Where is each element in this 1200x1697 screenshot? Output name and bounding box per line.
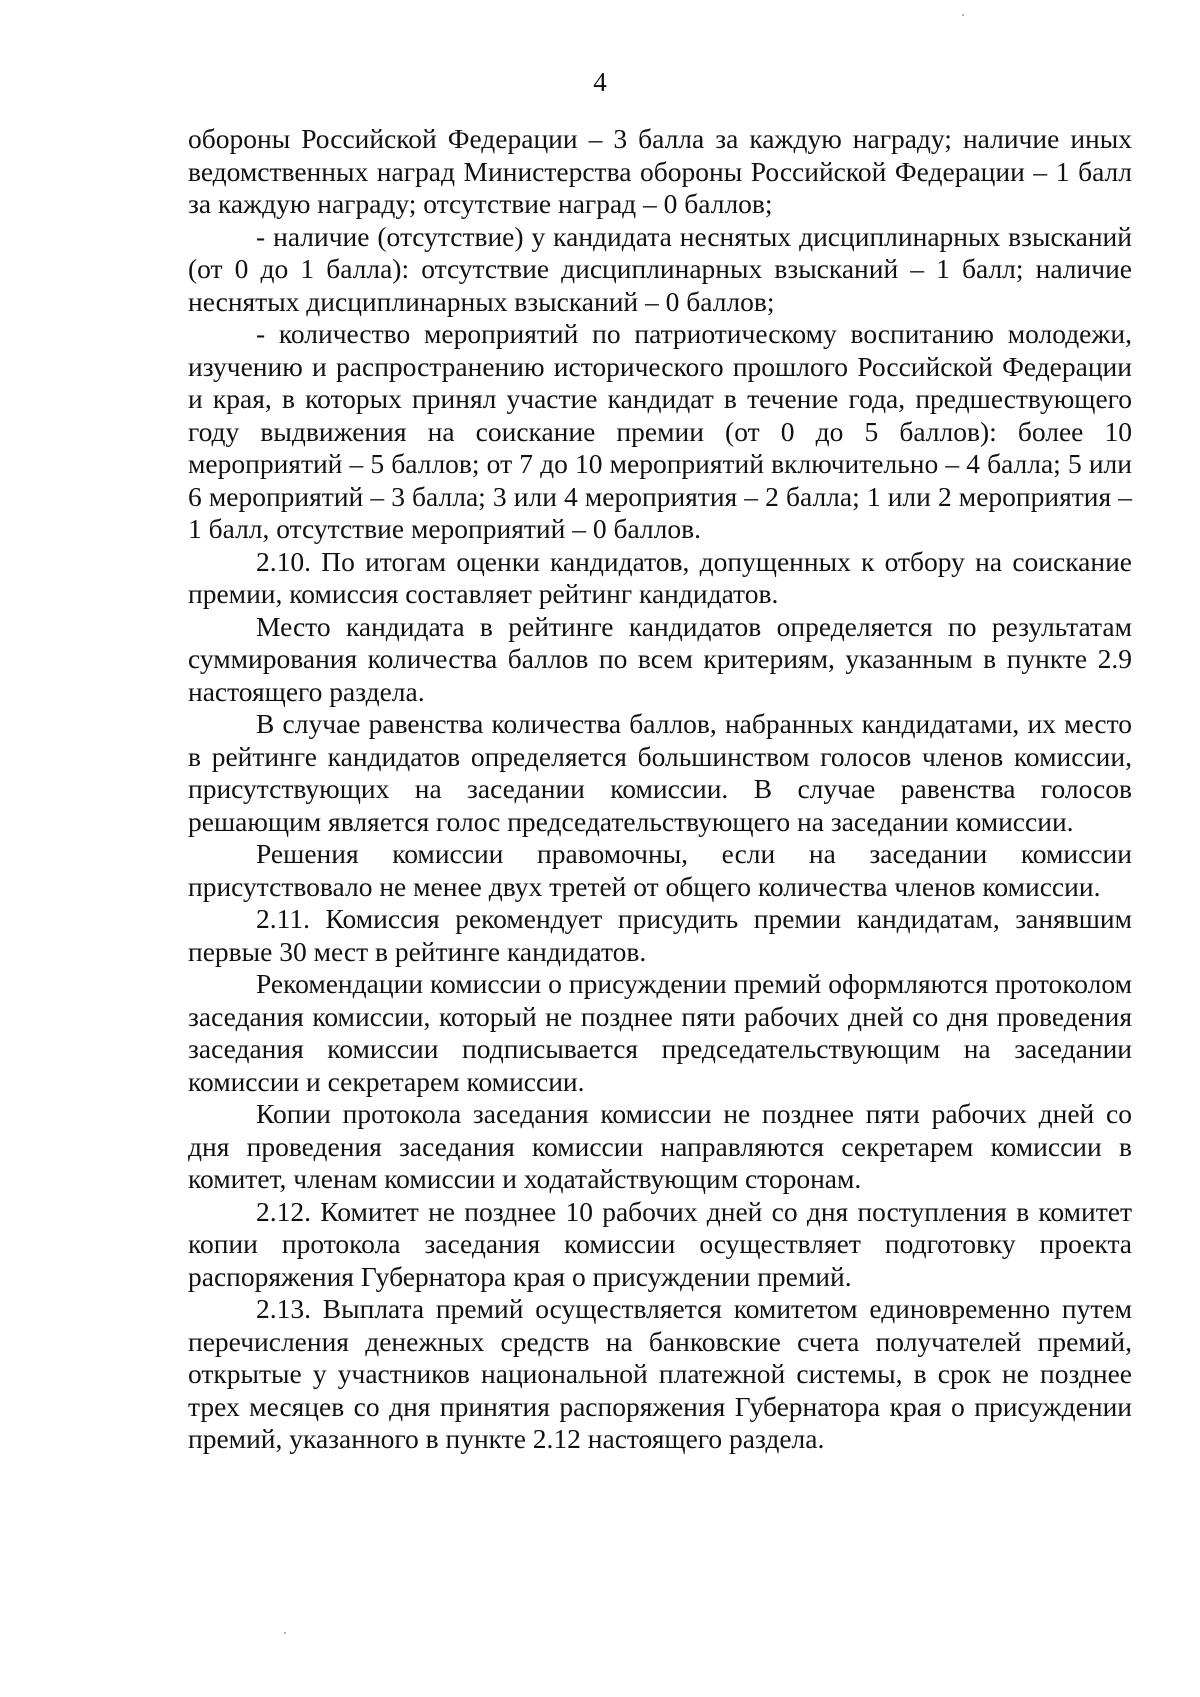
page-number: 4	[593, 67, 607, 97]
paragraph-disciplinary-criterion: - наличие (отсутствие) у кандидата неснятых дисциплинарных взысканий (от 0 до 1 балла): отсутствие дисциплинарных взысканий – 1 балл; наличие неснятых дисциплинарных взысканий – 0 баллов;	[188, 220, 1132, 317]
paragraph-2-13: 2.13. Выплата премий осуществляется комитетом единовременно путем перечисления денежных средств на банковские счета получателей премий, открытые у участников национальной платежной системы, в срок не позднее трех месяцев со дня принятия распоряжения Губернатора края о присуждении премий, указанного в пункте 2.12 настоящего раздела.	[188, 1293, 1132, 1454]
paragraph-recommendations: Рекомендации комиссии о присуждении премий оформляются протоколом заседания комиссии, который не позднее пяти рабочих дней со дня проведения заседания комиссии подписывается председательствующим на заседании комиссии и секретарем комиссии.	[188, 968, 1132, 1097]
paragraph-rating-place: Место кандидата в рейтинге кандидатов определяется по результатам суммирования количества баллов по всем критериям, указанным в пункте 2.9 настоящего раздела.	[188, 610, 1132, 707]
paragraph-2-10: 2.10. По итогам оценки кандидатов, допущенных к отбору на соискание премии, комиссия составляет рейтинг кандидатов.	[188, 545, 1132, 609]
paragraph-continuation: обороны Российской Федерации – 3 балла за каждую награду; наличие иных ведомственных наград Министерства обороны Российской Федерации – 1 балл за каждую награду; отсутствие наград – 0 баллов;	[188, 123, 1132, 219]
paragraph-2-11: 2.11. Комиссия рекомендует присудить премии кандидатам, занявшим первые 30 мест в рейтинге кандидатов.	[188, 903, 1132, 967]
paragraph-2-12: 2.12. Комитет не позднее 10 рабочих дней со дня поступления в комитет копии протокола заседания комиссии осуществляет подготовку проекта распоряжения Губернатора края о присуждении премий.	[188, 1195, 1132, 1292]
document-body	[188, 123, 1132, 1456]
paragraph-protocol-copies: Копии протокола заседания комиссии не позднее пяти рабочих дней со дня проведения заседания комиссии направляются секретарем комиссии в комитет, членам комиссии и ходатайствующим сторонам.	[188, 1098, 1132, 1194]
paragraph-equal-points: В случае равенства количества баллов, набранных кандидатами, их место в рейтинге кандидатов определяется большинством голосов членов комиссии, присутствующих на заседании комиссии. В случае равенства голосов решающим является голос председательствующего на заседании комиссии.	[188, 708, 1132, 837]
scan-speck	[962, 14, 964, 16]
paragraph-events-criterion: - количество мероприятий по патриотическому воспитанию молодежи, изучению и распространению исторического прошлого Российской Федерации и края, в которых принял участие кандидат в течение года, предшествующего году выдвижения на соискание премии (от 0 до 5 баллов): более 10 мероприятий – 5 баллов; от 7 до 10 мероприятий включительно – 4 балла; 5 или 6 мероприятий – 3 балла; 3 или 4 мероприятия – 2 балла; 1 или 2 мероприятия – 1 балл, отсутствие мероприятий – 0 баллов.	[188, 318, 1132, 544]
paragraph-quorum: Решения комиссии правомочны, если на заседании комиссии присутствовало не менее двух третей от общего количества членов комиссии.	[188, 838, 1132, 902]
scan-speck	[284, 1632, 286, 1634]
